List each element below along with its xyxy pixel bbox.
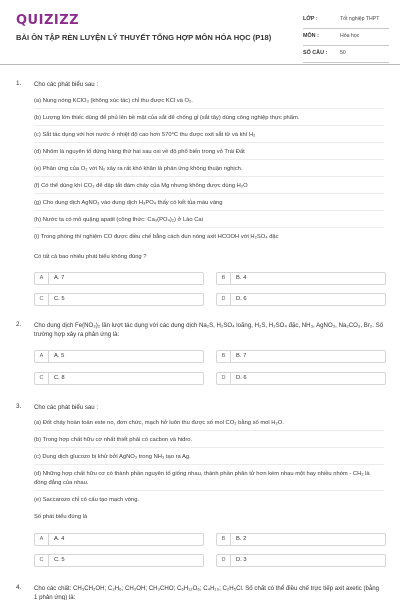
question-number: 1.: [16, 80, 22, 87]
question-text: Cho các phát biểu sau :: [34, 81, 99, 88]
statement: (c) Dung dịch glucozo bị khử bởi AgNO₃ trong NH₃ tạo ra Ag.: [34, 454, 191, 460]
option-text: C. 5: [54, 296, 65, 302]
meta-row-count: [303, 46, 389, 63]
statement: (b) Lượng lớn thiếc dùng để phủ lên bề mặt của sắt để chống gỉ (sắt tây) dùng công nghiệp thực phẩm.: [34, 115, 300, 121]
option-letter: C: [35, 294, 49, 305]
meta-value: Hóa học: [340, 33, 360, 39]
statement: (b) Trong hợp chất hữu cơ nhất thiết phải có cacbon và hidro.: [34, 437, 193, 443]
worksheet-title: BÀI ÔN TẬP RÈN LUYỆN LÝ THUYẾT TỔNG HỢP MÔN HÓA HỌC (P18): [16, 33, 272, 42]
option-letter: C: [35, 373, 49, 384]
header-divider: [0, 64, 400, 65]
option-text: D. 6: [236, 375, 247, 381]
statement: (d) Những hợp chất hữu cơ có thành phần nguyên tố giống nhau, thành phần phân tử hơn kém nhau một hay nhiều nhóm - CH₂ là đồng đẳng của nhau.: [34, 471, 370, 486]
question-number: 2.: [16, 321, 22, 328]
answer-option-a[interactable]: [34, 533, 204, 546]
question-text: Cho các chất: CH₃CH₂OH; C₂H₆; CH₃OH; CH₃CHO; C₆H₁₂O₆; C₄H₁₀; C₂H₅Cl. Số chất có thể điều chế trực tiếp axit axetic (bằng 1 phản ứng) là:: [34, 585, 380, 600]
answer-option-d[interactable]: [216, 372, 386, 385]
meta-label: SỐ CÂU :: [303, 50, 328, 56]
statement-divider: [34, 447, 384, 448]
statement: (f) Có thể dùng khí CO₂ để dập tắt đám cháy của Mg nhưng không được dùng H₂O: [34, 183, 248, 189]
answer-option-c[interactable]: [34, 293, 204, 306]
option-letter: C: [35, 555, 49, 566]
option-text: A. 5: [54, 353, 65, 359]
option-letter: A: [35, 534, 49, 545]
option-letter: D: [217, 294, 231, 305]
statement: (a) Đốt cháy hoàn toàn este no, đơn chức, mạch hở luôn thu được số mol CO₂ bằng số mol H₂O.: [34, 420, 284, 426]
meta-row-subject: [303, 29, 389, 46]
answer-option-a[interactable]: [34, 350, 204, 363]
option-text: C. 5: [54, 557, 65, 563]
statement: (e) Phản ứng của O₂ với N₂ xảy ra rất khó khăn là phản ứng không thuận nghịch.: [34, 166, 243, 172]
option-letter: B: [217, 534, 231, 545]
worksheet-header: [0, 0, 400, 66]
answer-option-d[interactable]: [216, 554, 386, 567]
option-text: B. 7: [236, 353, 247, 359]
statement: (h) Nước ta có mỏ quặng apatit (công thức: Ca₃(PO₄)₂) ở Lào Cai: [34, 217, 203, 223]
statement-divider: [34, 125, 384, 126]
option-letter: D: [217, 555, 231, 566]
statement-divider: [34, 176, 384, 177]
statement: (d) Nhôm là nguyên tố đứng hàng thứ hai sau oxi về độ phổ biến trong vỏ Trái Đất: [34, 149, 245, 155]
question-text: Cho các phát biểu sau :: [34, 404, 99, 411]
question-prompt: Có tất cả bao nhiêu phát biểu không đúng ?: [34, 254, 147, 260]
answer-option-a[interactable]: [34, 272, 204, 285]
question-number: 3.: [16, 403, 22, 410]
answer-option-d[interactable]: [216, 293, 386, 306]
meta-row-class: [303, 12, 389, 29]
option-letter: B: [217, 351, 231, 362]
option-text: D. 3: [236, 557, 247, 563]
meta-value: 50: [340, 50, 346, 56]
statement-divider: [34, 210, 384, 211]
statement-divider: [34, 430, 384, 431]
option-letter: B: [217, 273, 231, 284]
statement: (e) Saccarozo chỉ có cấu tạo mạch vòng.: [34, 497, 140, 503]
question-text: Cho dung dịch Fe(NO₃)₂ lần lượt tác dụng với các dung dịch Na₂S, H₂SO₄ loãng, H₂S, H₂SO₄ đặc, NH₃, AgNO₃, Na₂CO₃, Br₂. Số trường hợp xảy ra phản ứng là:: [34, 322, 384, 338]
option-text: D. 6: [236, 296, 247, 302]
option-letter: A: [35, 351, 49, 362]
statement: (a) Nung nóng KClO₃ (không xúc tác) chỉ thu được KCl và O₂.: [34, 98, 193, 104]
quizizz-logo: QUIZIZZ: [16, 13, 80, 28]
statement: (g) Cho dung dịch AgNO₃ vào dung dịch H₃PO₄ thấy có kết tủa màu vàng: [34, 200, 223, 206]
meta-value: Tốt nghiệp THPT: [340, 16, 380, 22]
option-letter: D: [217, 373, 231, 384]
question-number: 4.: [16, 584, 22, 591]
option-text: B. 4: [236, 275, 247, 281]
statement-divider: [34, 490, 384, 491]
statement: (c) Sắt tác dụng với hơi nước ở nhiệt độ cao hơn 570°C thu được oxit sắt từ và khí H₂: [34, 132, 256, 138]
answer-option-b[interactable]: [216, 350, 386, 363]
option-text: B. 2: [236, 536, 247, 542]
meta-label: LỚP :: [303, 16, 318, 22]
statement-divider: [34, 108, 384, 109]
statement: (i) Trong phòng thí nghiệm CO được điều chế bằng cách đun nóng axit HCOOH với H₂SO₄ đặc: [34, 234, 279, 240]
answer-option-b[interactable]: [216, 533, 386, 546]
statement-divider: [34, 227, 384, 228]
statement-divider: [34, 159, 384, 160]
worksheet-meta: [303, 12, 389, 63]
answer-option-c[interactable]: [34, 554, 204, 567]
option-text: A. 7: [54, 275, 65, 281]
option-letter: A: [35, 273, 49, 284]
statement-divider: [34, 193, 384, 194]
statement-divider: [34, 464, 384, 465]
option-text: C. 8: [54, 375, 65, 381]
statement-divider: [34, 142, 384, 143]
answer-option-b[interactable]: [216, 272, 386, 285]
question-prompt: Số phát biểu đúng là: [34, 514, 88, 520]
option-text: A. 4: [54, 536, 65, 542]
answer-option-c[interactable]: [34, 372, 204, 385]
meta-label: MÔN :: [303, 33, 319, 39]
